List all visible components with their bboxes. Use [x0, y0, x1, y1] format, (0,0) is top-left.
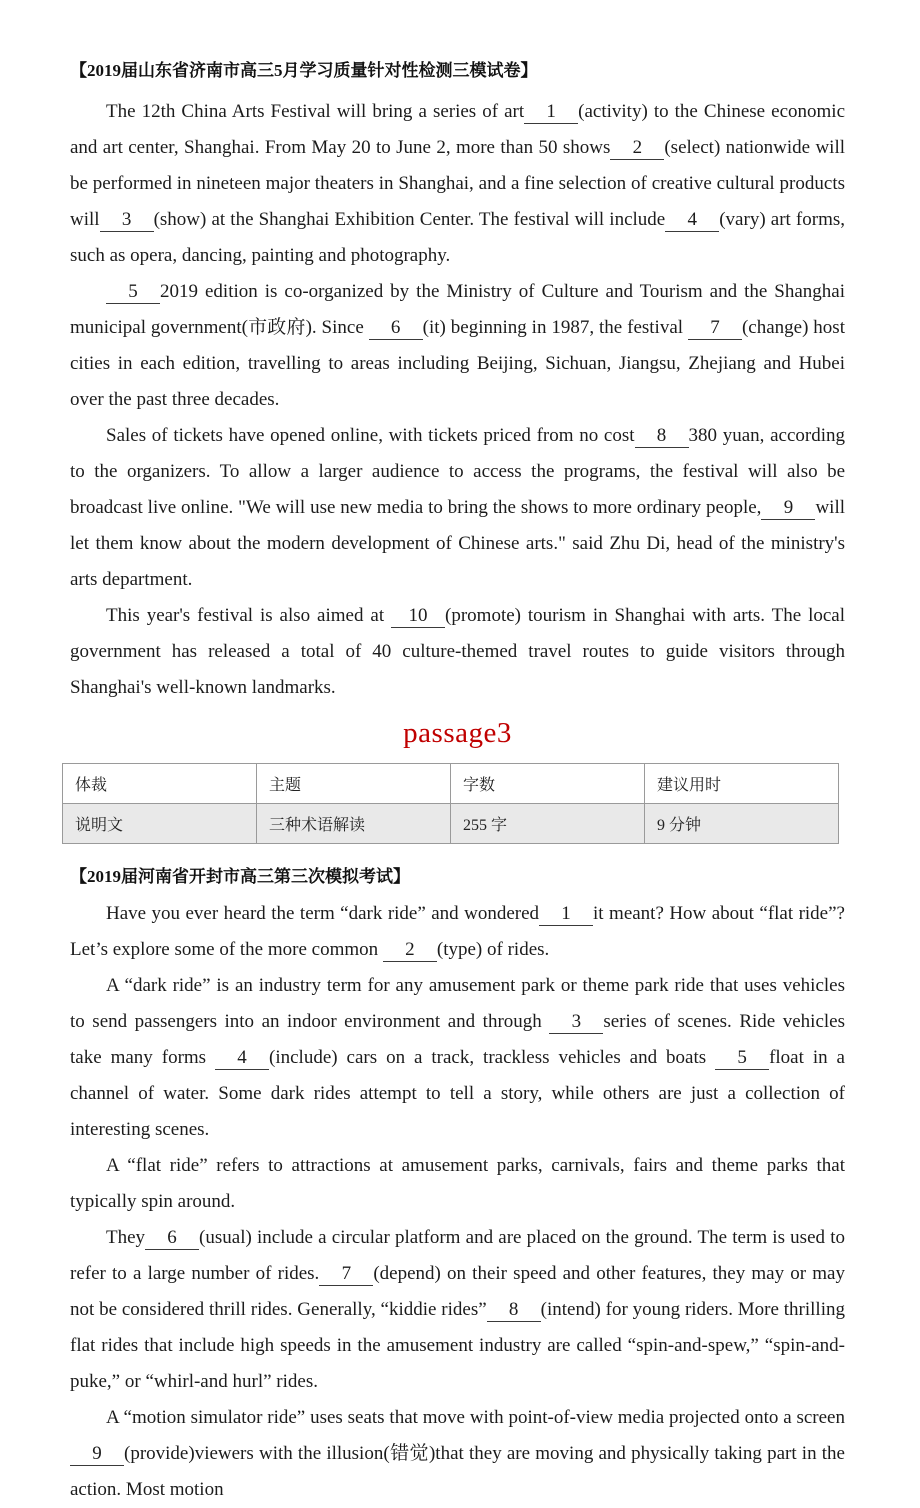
section1-header: 【2019届山东省济南市高三5月学习质量针对性检测三模试卷】 — [70, 61, 538, 80]
table-header-row — [63, 764, 839, 804]
paragraph: 5 2019 edition is co-organized by the Ministry of Culture and Tourism and the Shanghai municipal government(市政府). Since 6 (it) beginning in 1987, the festival 7 (change) host cities in each edition, travelling to areas including Beijing, Sichuan, Jiangsu, Zhejiang and Hubei over the past three decades. — [70, 281, 845, 410]
passage-info-table — [62, 763, 839, 844]
paragraph: This year's festival is also aimed at 10 (promote) tourism in Shanghai with arts. The local government has released a total of 40 culture-themed travel routes to guide visitors through Shanghai's well-known landmarks. — [70, 605, 845, 698]
cloze-blank: 7 — [688, 318, 742, 340]
section2-header: 【2019届河南省开封市高三第三次模拟考试】 — [70, 867, 410, 886]
cloze-blank: 3 — [549, 1012, 603, 1034]
table-row — [63, 804, 839, 844]
paragraph: A “dark ride” is an industry term for any amusement park or theme park ride that uses vehicles to send passengers into an indoor environment and through 3 series of scenes. Ride vehicles take many forms 4 (include) cars on a track, trackless vehicles and boats 5 float in a channel of water. Some dark rides attempt to tell a story, while others are just a collection of interesting scenes. — [70, 975, 845, 1140]
cloze-blank: 10 — [391, 606, 445, 628]
table-cell: 三种术语解读 — [257, 804, 451, 844]
cloze-blank: 5 — [715, 1048, 769, 1070]
table-header-cell: 主题 — [257, 764, 451, 804]
cloze-blank: 1 — [524, 102, 578, 124]
table-cell: 9 分钟 — [645, 804, 839, 844]
cloze-blank: 5 — [106, 282, 160, 304]
cloze-blank: 8 — [635, 426, 689, 448]
cloze-blank: 4 — [665, 210, 719, 232]
paragraph: They 6 (usual) include a circular platform and are placed on the ground. The term is used to refer to a large number of rides. 7 (depend) on their speed and other features, they may or may not be considered thrill rides. Generally, “kiddie rides” 8 (intend) for young riders. More thrilling flat rides that include high speeds in the amusement industry are called “spin-and-spew,” “spin-and-puke,” or “whirl-and hurl” rides. — [70, 1227, 845, 1392]
section2-body — [70, 896, 845, 1508]
section1-body — [70, 94, 845, 706]
passage3-title: passage3 — [403, 717, 512, 749]
cloze-blank: 9 — [70, 1444, 124, 1466]
cloze-blank: 3 — [100, 210, 154, 232]
cloze-blank: 8 — [487, 1300, 541, 1322]
paragraph: Have you ever heard the term “dark ride” and wondered 1 it meant? How about “flat ride”? Let’s explore some of the more common 2 (type) of rides. — [70, 903, 845, 960]
cloze-blank: 9 — [761, 498, 815, 520]
table-cell: 说明文 — [63, 804, 257, 844]
table-cell: 255 字 — [451, 804, 645, 844]
cloze-blank: 2 — [383, 940, 437, 962]
cloze-blank: 6 — [369, 318, 423, 340]
cloze-blank: 4 — [215, 1048, 269, 1070]
table-header-cell: 建议用时 — [645, 764, 839, 804]
paragraph: A “motion simulator ride” uses seats that move with point-of-view media projected onto a screen 9 (provide)viewers with the illusion(错觉)that they are moving and physically taking part in the action. Most motion — [70, 1407, 845, 1500]
paragraph: Sales of tickets have opened online, with tickets priced from no cost 8 380 yuan, according to the organizers. To allow a larger audience to access the programs, the festival will also be broadcast live online. "We will use new media to bring the shows to more ordinary people, 9 will let them know about the modern development of Chinese arts." said Zhu Di, head of the ministry's arts department. — [70, 425, 846, 590]
cloze-blank: 6 — [145, 1228, 199, 1250]
cloze-blank: 1 — [539, 904, 593, 926]
table-header-cell: 体裁 — [63, 764, 257, 804]
paragraph: The 12th China Arts Festival will bring a series of art 1 (activity) to the Chinese economic and art center, Shanghai. From May 20 to June 2, more than 50 shows 2 (select) nationwide will be performed in nineteen major theaters in Shanghai, and a fine selection of creative cultural products will 3 (show) at the Shanghai Exhibition Center. The festival will include 4 (vary) art forms, such as opera, dancing, painting and photography. — [70, 101, 846, 266]
table-header-cell: 字数 — [451, 764, 645, 804]
paragraph: A “flat ride” refers to attractions at amusement parks, carnivals, fairs and theme parks that typically spin around. — [70, 1155, 845, 1212]
cloze-blank: 7 — [319, 1264, 373, 1286]
cloze-blank: 2 — [610, 138, 664, 160]
